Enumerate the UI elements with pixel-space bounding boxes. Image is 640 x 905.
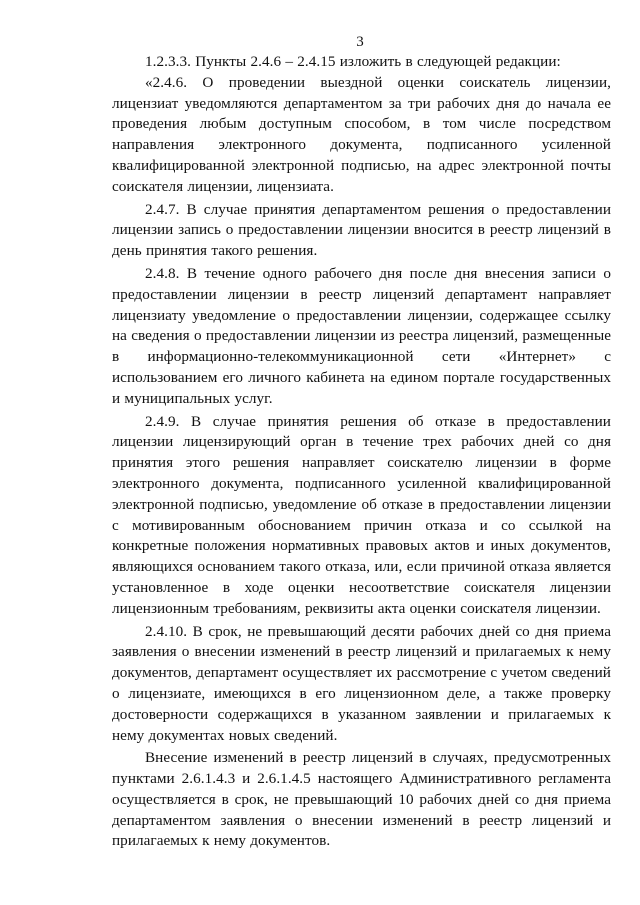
- paragraph-2-4-8: 2.4.8. В течение одного рабочего дня после дня внесения записи о предоставлении лицензии в реестр лицензий департамент направляет лицензиату уведомление о предоставлении лицензии, содержащее ссылку на сведения о предоставлении лицензии из реестра лицензий, размещенные в информационно-телекоммуникационной сети «Интернет» с использованием его личного кабинета на едином портале государственных и муниципальных услуг.: [112, 264, 611, 407]
- paragraph-1-2-3-3: 1.2.3.3. Пункты 2.4.6 – 2.4.15 изложить в следующей редакции:: [145, 53, 561, 70]
- paragraph-2-4-10: 2.4.10. В срок, не превышающий десяти рабочих дней со дня приема заявления о внесении изменений в реестр лицензий и прилагаемых к нему документов, департамент осуществляет их рассмотрение с учетом сведений о лицензиате, имеющихся в его лицензионном деле, а также проверку достоверности содержащихся в указанном заявлении и прилагаемых к нему документах новых сведений.: [112, 622, 611, 744]
- paragraph-2-4-9: 2.4.9. В случае принятия решения об отказе в предоставлении лицензии лицензирующий орган в течение трех рабочих дней со дня принятия этого решения направляет соискателю лицензии в форме электронного документа, подписанного усиленной квалифицированной электронной подписью, уведомление об отказе в предоставлении лицензии с мотивированным обоснованием причин отказа и со ссылкой на конкретные положения нормативных правовых актов и иных документов, являющихся основанием такого отказа, или, если причиной отказа является установленное в ходе оценки несоответствие соискателя лицензии лицензионным требованиям, реквизиты акта оценки соискателя лицензии.: [112, 412, 611, 617]
- paragraph-2-4-6: «2.4.6. О проведении выездной оценки соискатель лицензии, лицензиат уведомляются департаментом за три рабочих дня до начала ее проведения любым доступным способом, в том числе посредством направления электронного документа, подписанного усиленной квалифицированной электронной подписью, на адрес электронной почты соискателя лицензии, лицензиата.: [112, 73, 611, 195]
- paragraph-2-4-7: 2.4.7. В случае принятия департаментом решения о предоставлении лицензии запись о предоставлении лицензии вносится в реестр лицензий в день принятия такого решения.: [112, 200, 611, 260]
- page-number: 3: [356, 34, 364, 50]
- paragraph-registry-changes: Внесение изменений в реестр лицензий в случаях, предусмотренных пунктами 2.6.1.4.3 и 2.6.1.4.5 настоящего Административного регламента осуществляется в срок, не превышающий 10 рабочих дней со дня приема департаментом заявления о внесении изменений в реестр лицензий и прилагаемых к нему документов.: [112, 749, 611, 850]
